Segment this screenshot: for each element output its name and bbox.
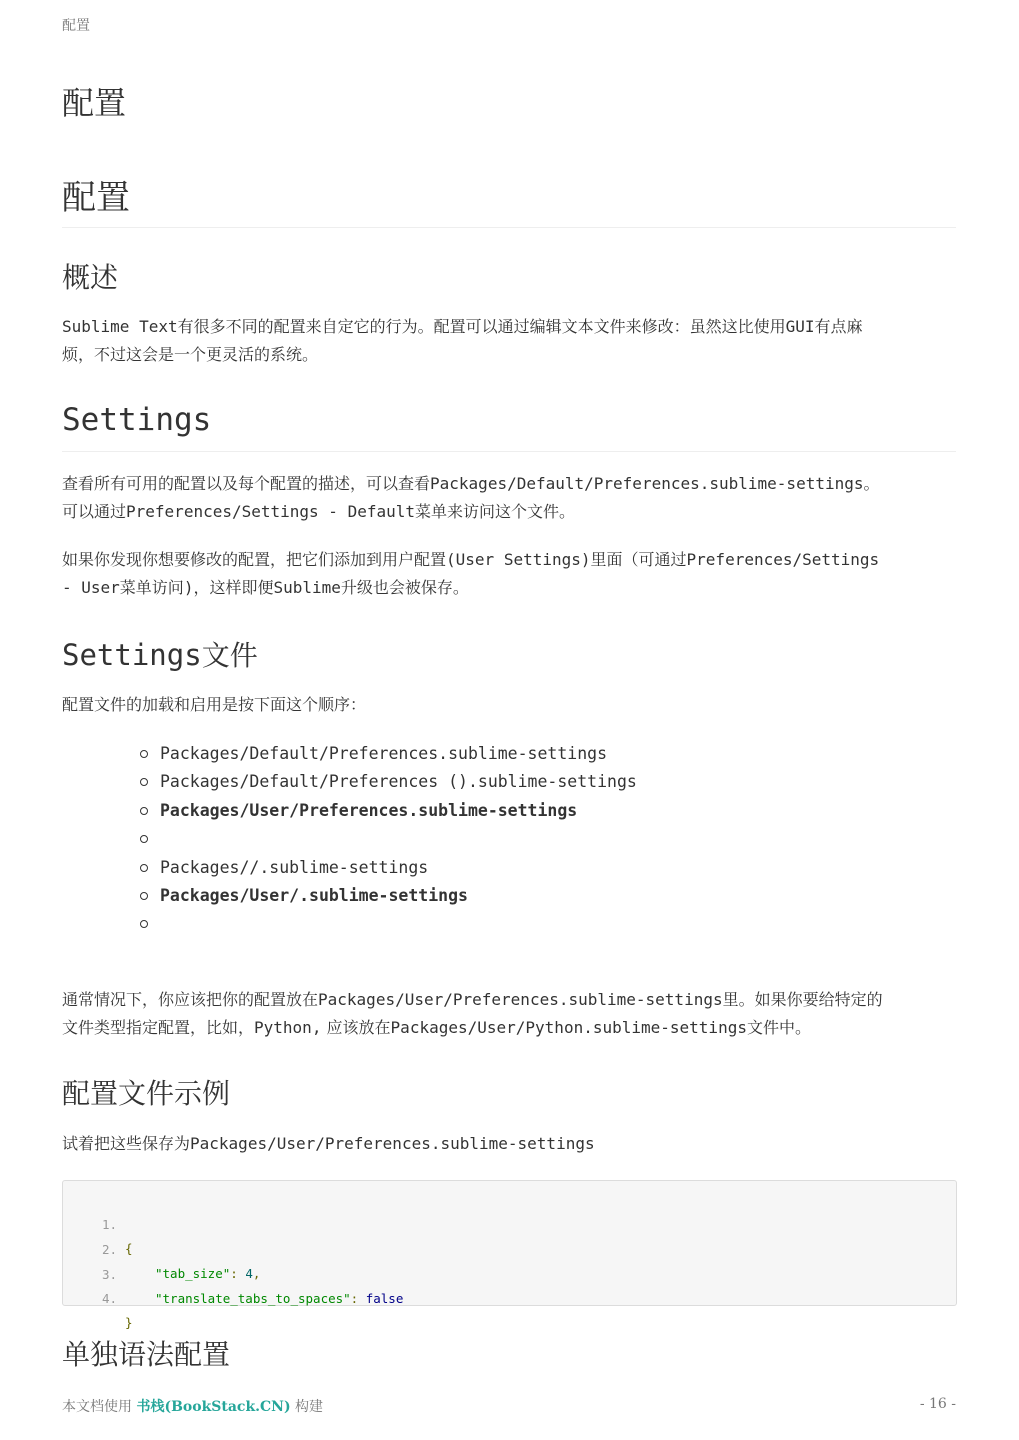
bullet-icon: [140, 920, 148, 928]
title-divider: [62, 227, 956, 228]
bullet-icon: [140, 864, 148, 872]
running-header: 配置: [62, 18, 90, 34]
heading-example: 配置文件示例: [62, 1077, 231, 1110]
list-item: [140, 825, 637, 853]
bullet-icon: [140, 750, 148, 758]
bullet-icon: [140, 835, 148, 843]
list-item-text: Packages/Default/Preferences.sublime-settings: [160, 744, 608, 763]
settings-divider: [62, 451, 956, 452]
list-item: [140, 768, 637, 796]
bullet-icon: [140, 807, 148, 815]
heading-settings: Settings: [62, 402, 212, 438]
settings-files-paragraph: 通常情况下，你应该把你的配置放在Packages/User/Preferences.sublime-settings里。如果你要给特定的 文件类型指定配置，比如，Python, 应该放在Packages/User/Python.sublime-settings文件中。: [62, 990, 883, 1037]
settings-paragraph-1: 查看所有可用的配置以及每个配置的描述，可以查看Packages/Default/Preferences.sublime-settings。 可以通过Preferences/Settings - Default菜单来访问这个文件。: [62, 474, 880, 521]
bullet-icon: [140, 778, 148, 786]
heading-overview: 概述: [62, 261, 119, 294]
list-item: [140, 882, 637, 910]
heading-settings-files: Settings文件: [62, 638, 258, 672]
overview-paragraph: Sublime Text有很多不同的配置来自定它的行为。配置可以通过编辑文本文件来修改：虽然这比使用GUI有点麻 烦，不过这会是一个更灵活的系统。: [62, 317, 863, 364]
footer-credit: 本文档使用 书栈(BookStack.CN) 构建: [62, 1399, 324, 1415]
settings-files-intro: 配置文件的加载和启用是按下面这个顺序：: [62, 695, 367, 714]
code-line-4: 4. }: [101, 1291, 133, 1330]
settings-files-list: [140, 740, 637, 939]
list-item-text: Packages//.sublime-settings: [160, 857, 429, 877]
page-number: - 16 -: [919, 1396, 956, 1412]
code-block: [62, 1180, 957, 1330]
page-title: 配置: [62, 178, 130, 218]
footer-brand-link[interactable]: 书栈(BookStack.CN): [136, 1399, 291, 1415]
example-intro: 试着把这些保存为Packages/User/Preferences.sublime-settings: [62, 1134, 595, 1153]
code-line-2: 2. "tab_size": 4,: [101, 1242, 261, 1281]
list-item-text: Packages/User/.sublime-settings: [160, 885, 468, 905]
list-item: [140, 740, 637, 768]
settings-paragraph-2: 如果你发现你想要修改的配置，把它们添加到用户配置(User Settings)里面（可通过Preferences/Settings - User菜单访问)，这样即便Sublime升级也会被保存。: [62, 550, 880, 597]
list-item: [140, 797, 637, 825]
chapter-title: 配置: [62, 84, 127, 122]
heading-syntax-specific: 单独语法配置: [62, 1338, 231, 1371]
list-item: [140, 854, 637, 882]
list-item-text: Packages/User/Preferences.sublime-settings: [160, 800, 578, 820]
code-line-3: 3. "translate_tabs_to_spaces": false: [101, 1267, 404, 1306]
code-line-1: 1. {: [101, 1217, 133, 1256]
list-item-text: Packages/Default/Preferences ().sublime-settings: [160, 772, 637, 792]
bullet-icon: [140, 892, 148, 900]
list-item: [140, 910, 637, 938]
